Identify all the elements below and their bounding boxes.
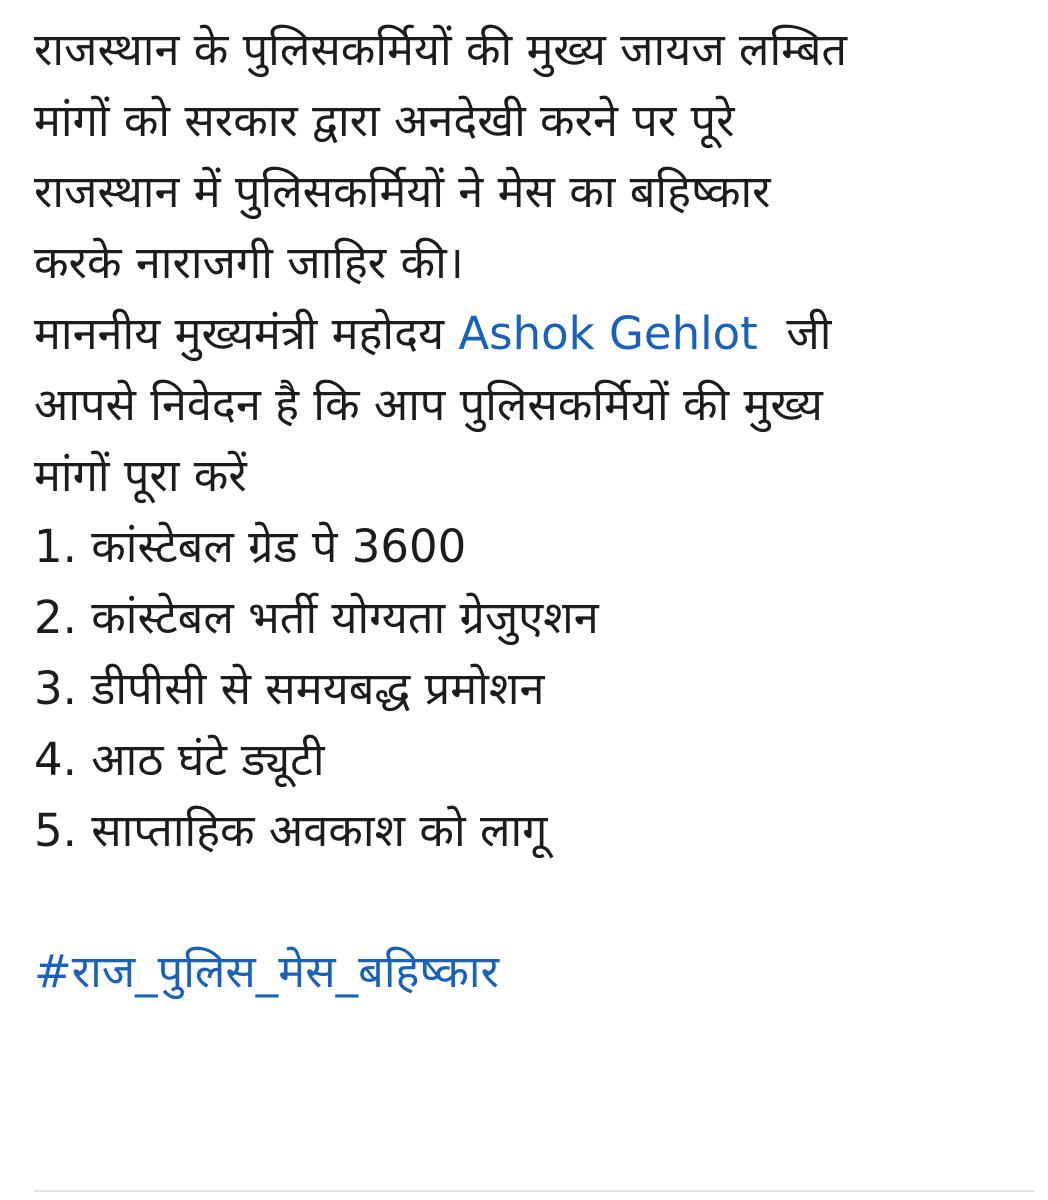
hashtag-link[interactable]: #राज_पुलिस_मेस_बहिष्कार [34, 945, 499, 998]
demand-number: 5. [34, 804, 77, 857]
post-text-line-with-mention [34, 298, 1024, 369]
divider [34, 1190, 1034, 1192]
post-text-line: करके नाराजगी जाहिर की। [34, 236, 464, 289]
demand-item [34, 511, 1024, 582]
mention-link-ashok-gehlot[interactable]: Ashok Gehlot [458, 307, 758, 360]
demand-text: डीपीसी से समयबद्ध प्रमोशन [91, 662, 545, 715]
demand-text: कांस्टेबल ग्रेड पे 3600 [91, 520, 467, 573]
demand-item [34, 795, 1024, 866]
demand-number: 1. [34, 520, 77, 573]
post-text-line: मांगों पूरा करें [34, 449, 247, 502]
post-text-prefix: माननीय मुख्यमंत्री महोदय [34, 307, 459, 360]
demand-text: साप्ताहिक अवकाश को लागू [91, 804, 548, 857]
demand-number: 4. [34, 733, 77, 786]
post-body [34, 14, 1024, 1007]
demand-number: 3. [34, 662, 77, 715]
demand-item [34, 582, 1024, 653]
post-text-line: आपसे निवेदन है कि आप पुलिसकर्मियों की मुख्य [34, 378, 823, 431]
post-text-line: मांगों को सरकार द्वारा अनदेखी करने पर पूरे [34, 94, 735, 147]
demand-text: कांस्टेबल भर्ती योग्यता ग्रेजुएशन [91, 591, 599, 644]
demand-number: 2. [34, 591, 77, 644]
post-text-suffix: जी [757, 307, 832, 360]
post-text-line: राजस्थान में पुलिसकर्मियों ने मेस का बहिष्कार [34, 165, 771, 218]
demand-item [34, 724, 1024, 795]
post-text-line: राजस्थान के पुलिसकर्मियों की मुख्य जायज लम्बित [34, 23, 848, 76]
demand-item [34, 653, 1024, 724]
demand-text: आठ घंटे ड्यूटी [91, 733, 325, 786]
spacer [34, 866, 1024, 936]
